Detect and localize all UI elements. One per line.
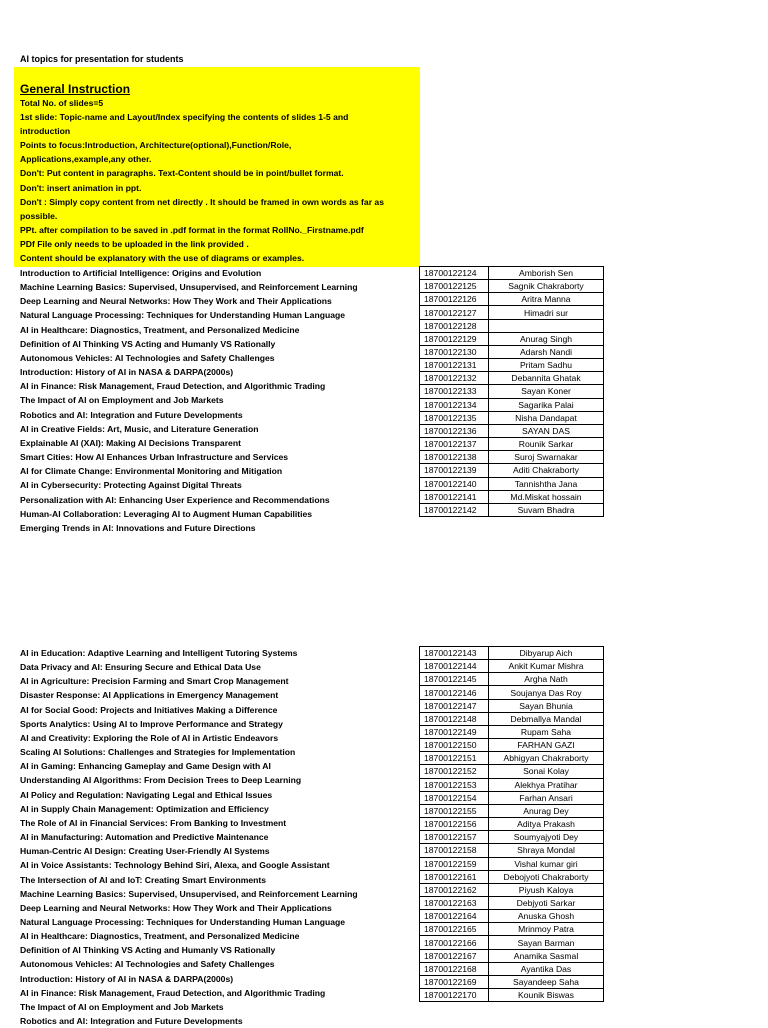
roll-number-cell: 18700122144 <box>420 660 489 673</box>
instruction-line: Points to focus:Introduction, Architecture(optional),Function/Role, <box>20 140 292 151</box>
student-name-cell: Adarsh Nandi <box>489 345 604 358</box>
topic-item: Explainable AI (XAI): Making AI Decisions Transparent <box>20 437 241 448</box>
student-name-cell: Debannita Ghatak <box>489 372 604 385</box>
topic-item: AI for Climate Change: Environmental Monitoring and Mitigation <box>20 466 283 477</box>
roll-number-cell: 18700122134 <box>420 398 489 411</box>
roll-number-cell: 18700122132 <box>420 372 489 385</box>
student-row <box>420 818 604 831</box>
student-name-cell: Pritam Sadhu <box>489 359 604 372</box>
student-row <box>420 791 604 804</box>
student-row <box>420 451 604 464</box>
topic-item: AI in Supply Chain Management: Optimization and Efficiency <box>20 803 269 814</box>
student-name-cell: Ankit Kumar Mishra <box>489 660 604 673</box>
student-name-cell: Amborish Sen <box>489 267 604 280</box>
student-row <box>420 411 604 424</box>
student-row <box>420 752 604 765</box>
roll-number-cell: 18700122165 <box>420 923 489 936</box>
student-row <box>420 896 604 909</box>
roll-number-cell: 18700122149 <box>420 725 489 738</box>
student-name-cell: Ayantika Das <box>489 962 604 975</box>
student-name-cell: Sagnik Chakraborty <box>489 280 604 293</box>
topic-item: Introduction: History of AI in NASA & DARPA(2000s) <box>20 367 234 378</box>
student-row <box>420 293 604 306</box>
student-name-cell: Rupam Saha <box>489 725 604 738</box>
topic-item: Sports Analytics: Using AI to Improve Performance and Strategy <box>20 718 283 729</box>
student-name-cell: Kounik Biswas <box>489 989 604 1002</box>
roll-number-cell: 18700122166 <box>420 936 489 949</box>
topic-item: The Impact of AI on Employment and Job Markets <box>20 1001 224 1012</box>
topic-item: Introduction: History of AI in NASA & DARPA(2000s) <box>20 973 234 984</box>
topic-item: Emerging Trends in AI: Innovations and Future Directions <box>20 522 256 533</box>
topic-list-section-2 <box>20 646 415 1028</box>
roll-number-cell: 18700122168 <box>420 962 489 975</box>
student-name-cell <box>489 319 604 332</box>
student-row <box>420 438 604 451</box>
student-row <box>420 989 604 1002</box>
roll-number-cell: 18700122146 <box>420 686 489 699</box>
student-row <box>420 372 604 385</box>
student-row <box>420 345 604 358</box>
student-name-cell: SAYAN DAS <box>489 424 604 437</box>
topic-item: Disaster Response: AI Applications in Emergency Management <box>20 690 279 701</box>
topic-item: Definition of AI Thinking VS Acting and Humanly VS Rationally <box>20 945 276 956</box>
student-name-cell: Shraya Mondal <box>489 844 604 857</box>
student-name-cell: Farhan Ansari <box>489 791 604 804</box>
roll-number-cell: 18700122142 <box>420 503 489 516</box>
student-row <box>420 490 604 503</box>
roll-number-cell: 18700122126 <box>420 293 489 306</box>
student-row <box>420 923 604 936</box>
topic-item: AI in Voice Assistants: Technology Behind Siri, Alexa, and Google Assistant <box>20 860 330 871</box>
roll-number-cell: 18700122125 <box>420 280 489 293</box>
instruction-line: 1st slide: Topic-name and Layout/Index specifying the contents of slides 1-5 and <box>20 112 349 123</box>
topic-item: AI in Healthcare: Diagnostics, Treatment, and Personalized Medicine <box>20 324 300 335</box>
roll-number-cell: 18700122136 <box>420 424 489 437</box>
roll-number-cell: 18700122151 <box>420 752 489 765</box>
instruction-line: introduction <box>20 126 71 137</box>
student-name-cell: FARHAN GAZI <box>489 739 604 752</box>
roll-number-cell: 18700122147 <box>420 699 489 712</box>
student-name-cell: Debmallya Mandal <box>489 712 604 725</box>
student-name-cell: Piyush Kaloya <box>489 883 604 896</box>
student-name-cell: Debojyoti Chakraborty <box>489 870 604 883</box>
student-name-cell: Tannishtha Jana <box>489 477 604 490</box>
topic-item: AI Policy and Regulation: Navigating Legal and Ethical Issues <box>20 789 273 800</box>
student-row <box>420 686 604 699</box>
page-heading: AI topics for presentation for students <box>20 54 184 64</box>
topic-item: Scaling AI Solutions: Challenges and Strategies for Implementation <box>20 747 296 758</box>
student-row <box>420 910 604 923</box>
student-row <box>420 424 604 437</box>
instruction-title: General Instruction <box>20 82 131 96</box>
topic-item: Human-Centric AI Design: Creating User-Friendly AI Systems <box>20 846 270 857</box>
roll-number-cell: 18700122128 <box>420 319 489 332</box>
topic-item: Natural Language Processing: Techniques for Understanding Human Language <box>20 916 346 927</box>
instruction-line: Don't: Put content in paragraphs. Text-Content should be in point/bullet format. <box>20 168 344 179</box>
roll-number-cell: 18700122135 <box>420 411 489 424</box>
student-name-cell: Anurag Singh <box>489 332 604 345</box>
topic-item: AI in Healthcare: Diagnostics, Treatment, and Personalized Medicine <box>20 931 300 942</box>
student-name-cell: Debjyoti Sarkar <box>489 896 604 909</box>
topic-item: Deep Learning and Neural Networks: How They Work and Their Applications <box>20 902 332 913</box>
roll-number-cell: 18700122143 <box>420 647 489 660</box>
student-row <box>420 778 604 791</box>
topic-item: AI in Education: Adaptive Learning and Intelligent Tutoring Systems <box>20 648 298 658</box>
student-row <box>420 857 604 870</box>
student-row <box>420 804 604 817</box>
topic-item: Natural Language Processing: Techniques for Understanding Human Language <box>20 310 346 321</box>
roll-number-cell: 18700122129 <box>420 332 489 345</box>
student-row <box>420 359 604 372</box>
student-name-cell: Vishal kumar giri <box>489 857 604 870</box>
topic-item: Definition of AI Thinking VS Acting and Humanly VS Rationally <box>20 338 276 349</box>
topic-item: AI in Agriculture: Precision Farming and Smart Crop Management <box>20 676 289 687</box>
student-name-cell: Soumyajyoti Dey <box>489 831 604 844</box>
student-row <box>420 844 604 857</box>
topic-item: Machine Learning Basics: Supervised, Unsupervised, and Reinforcement Learning <box>20 282 358 293</box>
student-name-cell: Argha Nath <box>489 673 604 686</box>
topic-item: AI in Creative Fields: Art, Music, and Literature Generation <box>20 423 259 434</box>
student-name-cell: Anamika Sasmal <box>489 949 604 962</box>
student-name-cell: Sagarika Palai <box>489 398 604 411</box>
student-name-cell: Soujanya Das Roy <box>489 686 604 699</box>
student-name-cell: Md.Miskat hossain <box>489 490 604 503</box>
topic-item: AI in Cybersecurity: Protecting Against Digital Threats <box>20 480 242 491</box>
roll-number-cell: 18700122148 <box>420 712 489 725</box>
student-row <box>420 660 604 673</box>
roll-number-cell: 18700122152 <box>420 765 489 778</box>
roll-number-cell: 18700122154 <box>420 791 489 804</box>
roll-number-cell: 18700122158 <box>420 844 489 857</box>
student-row <box>420 739 604 752</box>
student-name-cell: Abhigyan Chakraborty <box>489 752 604 765</box>
topic-item: Understanding AI Algorithms: From Decision Trees to Deep Learning <box>20 775 302 786</box>
student-name-cell: Sayandeep Saha <box>489 975 604 988</box>
topic-item: The Role of AI in Financial Services: From Banking to Investment <box>20 817 287 828</box>
topic-item: Autonomous Vehicles: AI Technologies and Safety Challenges <box>20 959 275 970</box>
student-name-cell: Aritra Manna <box>489 293 604 306</box>
roll-number-cell: 18700122156 <box>420 818 489 831</box>
roll-number-cell: 18700122159 <box>420 857 489 870</box>
roll-number-cell: 18700122150 <box>420 739 489 752</box>
student-row <box>420 936 604 949</box>
roll-number-cell: 18700122170 <box>420 989 489 1002</box>
student-row <box>420 464 604 477</box>
student-name-cell: Dibyarup Aich <box>489 647 604 660</box>
instruction-line: PPt. after compilation to be saved in .pdf format in the format RollNo._Firstname.pdf <box>20 224 364 235</box>
instruction-line: Applications,example,any other. <box>20 154 152 165</box>
topic-item: AI in Manufacturing: Automation and Predictive Maintenance <box>20 832 269 843</box>
topic-item: The Impact of AI on Employment and Job Markets <box>20 395 224 406</box>
topic-item: Robotics and AI: Integration and Future Developments <box>20 409 243 420</box>
student-row <box>420 765 604 778</box>
student-table-section-2 <box>419 646 604 1002</box>
roll-number-cell: 18700122157 <box>420 831 489 844</box>
roll-number-cell: 18700122167 <box>420 949 489 962</box>
student-name-cell: Aditya Prakash <box>489 818 604 831</box>
topic-item: Human-AI Collaboration: Leveraging AI to Augment Human Capabilities <box>20 508 313 519</box>
student-name-cell: Aditi Chakraborty <box>489 464 604 477</box>
student-row <box>420 831 604 844</box>
student-row <box>420 712 604 725</box>
roll-number-cell: 18700122141 <box>420 490 489 503</box>
roll-number-cell: 18700122133 <box>420 385 489 398</box>
instruction-line: Content should be explanatory with the use of diagrams or examples. <box>20 253 305 264</box>
topic-item: AI and Creativity: Exploring the Role of AI in Artistic Endeavors <box>20 732 279 743</box>
roll-number-cell: 18700122124 <box>420 267 489 280</box>
student-name-cell: Anurag Dey <box>489 804 604 817</box>
topic-item: Data Privacy and AI: Ensuring Secure and Ethical Data Use <box>20 662 261 673</box>
student-row <box>420 673 604 686</box>
roll-number-cell: 18700122153 <box>420 778 489 791</box>
student-name-cell: Sayan Koner <box>489 385 604 398</box>
student-name-cell: Suvam Bhadra <box>489 503 604 516</box>
roll-number-cell: 18700122163 <box>420 896 489 909</box>
student-row <box>420 319 604 332</box>
general-instruction-box <box>14 67 420 267</box>
roll-number-cell: 18700122127 <box>420 306 489 319</box>
roll-number-cell: 18700122140 <box>420 477 489 490</box>
student-name-cell: Alekhya Pratihar <box>489 778 604 791</box>
roll-number-cell: 18700122162 <box>420 883 489 896</box>
student-row <box>420 962 604 975</box>
roll-number-cell: 18700122145 <box>420 673 489 686</box>
student-row <box>420 975 604 988</box>
roll-number-cell: 18700122139 <box>420 464 489 477</box>
student-name-cell: Nisha Dandapat <box>489 411 604 424</box>
student-row <box>420 267 604 280</box>
student-row <box>420 385 604 398</box>
student-row <box>420 699 604 712</box>
topic-item: Introduction to Artificial Intelligence: Origins and Evolution <box>20 268 262 278</box>
roll-number-cell: 18700122155 <box>420 804 489 817</box>
topic-item: AI for Social Good: Projects and Initiatives Making a Difference <box>20 704 278 715</box>
student-name-cell: Anuska Ghosh <box>489 910 604 923</box>
roll-number-cell: 18700122130 <box>420 345 489 358</box>
instruction-line: possible. <box>20 210 58 221</box>
student-name-cell: Sonai Kolay <box>489 765 604 778</box>
topic-item: Autonomous Vehicles: AI Technologies and Safety Challenges <box>20 352 275 363</box>
student-name-cell: Suroj Swarnakar <box>489 451 604 464</box>
student-row <box>420 647 604 660</box>
student-row <box>420 280 604 293</box>
topic-item: AI in Finance: Risk Management, Fraud Detection, and Algorithmic Trading <box>20 987 326 998</box>
topic-item: Deep Learning and Neural Networks: How They Work and Their Applications <box>20 296 332 307</box>
student-name-cell: Himadri sur <box>489 306 604 319</box>
topic-item: Personalization with AI: Enhancing User Experience and Recommendations <box>20 494 330 505</box>
roll-number-cell: 18700122169 <box>420 975 489 988</box>
topic-item: The Intersection of AI and IoT: Creating Smart Environments <box>20 874 267 885</box>
student-row <box>420 949 604 962</box>
roll-number-cell: 18700122131 <box>420 359 489 372</box>
instruction-line: PDf File only needs to be uploaded in the link provided . <box>20 238 249 249</box>
student-row <box>420 477 604 490</box>
student-row <box>420 883 604 896</box>
topic-list-section-1 <box>20 266 415 535</box>
topic-item: Smart Cities: How AI Enhances Urban Infrastructure and Services <box>20 452 289 463</box>
student-row <box>420 398 604 411</box>
roll-number-cell: 18700122161 <box>420 870 489 883</box>
student-row <box>420 725 604 738</box>
roll-number-cell: 18700122164 <box>420 910 489 923</box>
student-name-cell: Rounik Sarkar <box>489 438 604 451</box>
topic-item: Robotics and AI: Integration and Future Developments <box>20 1016 243 1027</box>
roll-number-cell: 18700122138 <box>420 451 489 464</box>
roll-number-cell: 18700122137 <box>420 438 489 451</box>
instruction-line: Don't : Simply copy content from net directly . It should be framed in own words as far as <box>20 196 384 207</box>
topic-item: AI in Gaming: Enhancing Gameplay and Game Design with AI <box>20 761 271 772</box>
student-name-cell: Sayan Barman <box>489 936 604 949</box>
instruction-line: Total No. of slides=5 <box>20 98 104 108</box>
topic-item: AI in Finance: Risk Management, Fraud Detection, and Algorithmic Trading <box>20 381 326 392</box>
student-row <box>420 332 604 345</box>
student-row <box>420 503 604 516</box>
instruction-line: Don't: insert animation in ppt. <box>20 182 142 193</box>
student-name-cell: Sayan Bhunia <box>489 699 604 712</box>
student-table-section-1 <box>419 266 604 517</box>
instruction-lines <box>20 96 420 265</box>
student-row <box>420 306 604 319</box>
student-row <box>420 870 604 883</box>
topic-item: Machine Learning Basics: Supervised, Unsupervised, and Reinforcement Learning <box>20 888 358 899</box>
student-name-cell: Mrinmoy Patra <box>489 923 604 936</box>
